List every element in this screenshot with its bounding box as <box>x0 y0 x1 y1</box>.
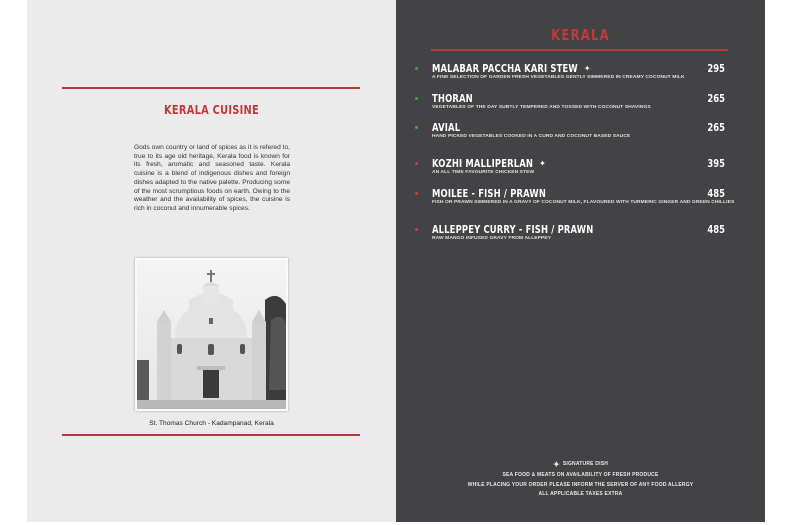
menu-item-name: AVIAL <box>432 122 461 134</box>
menu-item-description: FISH OR PRAWN SIMMERED IN A GRAVY OF COCONUT MILK, FLAVOURED WITH TURMERIC GINGER AND GREEN CHILLIES <box>432 200 735 205</box>
menu-item-header <box>432 158 558 170</box>
right-page-title: KERALA <box>551 26 610 44</box>
footer-line-3: ALL APPLICABLE TAXES EXTRA <box>538 490 623 497</box>
bullet-dot-icon <box>415 192 418 195</box>
signature-diamond-icon: ✦ <box>552 460 560 469</box>
menu-item-header <box>432 224 634 236</box>
menu-item-header <box>432 93 483 105</box>
menu-item-price: 485 <box>707 224 725 236</box>
signature-diamond-icon: ✦ <box>583 64 591 73</box>
signature-diamond-icon: ✦ <box>539 159 546 168</box>
bullet-dot-icon <box>415 126 418 129</box>
menu-item-name: THORAN <box>432 93 473 105</box>
menu-item-name: ALLEPPEY CURRY - FISH / PRAWN <box>432 224 594 236</box>
menu-item-header <box>432 63 614 75</box>
menu-item-name: MALABAR PACCHA KARI STEW <box>432 63 578 75</box>
menu-item-price: 485 <box>707 188 725 200</box>
menu-item-price: 295 <box>707 63 725 75</box>
right-top-rule <box>431 49 728 51</box>
left-bottom-rule <box>62 434 360 436</box>
menu-item-price: 265 <box>707 93 725 105</box>
menu-item-description: AN ALL TIME FAVOURITE CHICKEN STEW <box>432 170 535 175</box>
footer-line-1: SEA FOOD & MEATS ON AVAILABILITY OF FRESH PRODUCE <box>502 472 659 479</box>
footer-line-2: WHILE PLACING YOUR ORDER PLEASE INFORM THE SERVER OF ANY FOOD ALLERGY <box>467 481 694 488</box>
left-top-rule <box>62 87 360 89</box>
menu-item-name: MOILEE - FISH / PRAWN <box>432 188 547 200</box>
menu-item-price: 395 <box>707 158 725 170</box>
bullet-dot-icon <box>415 97 418 100</box>
menu-item-header <box>432 188 575 200</box>
church-photo <box>135 258 288 411</box>
menu-item-header <box>432 122 467 134</box>
bullet-dot-icon <box>415 67 418 70</box>
signature-legend-label: SIGNATURE DISH <box>562 461 609 467</box>
bullet-dot-icon <box>415 162 418 165</box>
church-image-icon <box>137 260 286 409</box>
menu-item-name: KOZHI MALLIPERLAN <box>432 158 534 170</box>
menu-item-description: A FINE SELECTION OF GARDEN FRESH VEGETABLES GENTLY SIMMERED IN CREAMY COCONUT MILK <box>432 75 685 80</box>
menu-item-description: RAW MANGO INFUSED GRAVY FROM ALLEPPEY <box>432 236 552 241</box>
photo-caption: St. Thomas Church - Kadampanad, Kerala <box>149 420 274 427</box>
menu-item-description: HAND PICKED VEGETABLES COOKED IN A CURD AND COCONUT BASED SAUCE <box>432 134 631 139</box>
menu-item-description: VEGETABLES OF THE DAY SUBTLY TEMPERED AND TOSSED WITH COCONUT SHAVINGS <box>432 105 651 110</box>
menu-item-price: 265 <box>707 122 725 134</box>
intro-paragraph: Gods own country or land of spices as it is refered to, true to its age old heritage, Kerala food is known for its fresh, aromatic and seasoned taste. Kerala cuisine is a blend of indigenous dishes and foreign dishes adapted to the native palette. Producing some of the most scrumptious foods on earth. Owing to the weather and the availability of spices, the cuisine is rich in coconut and innumerable spices. <box>134 144 290 212</box>
bullet-dot-icon <box>415 228 418 231</box>
left-page-title: KERALA CUISINE <box>164 103 259 117</box>
menu-footer <box>396 460 765 499</box>
signature-legend <box>553 460 608 469</box>
